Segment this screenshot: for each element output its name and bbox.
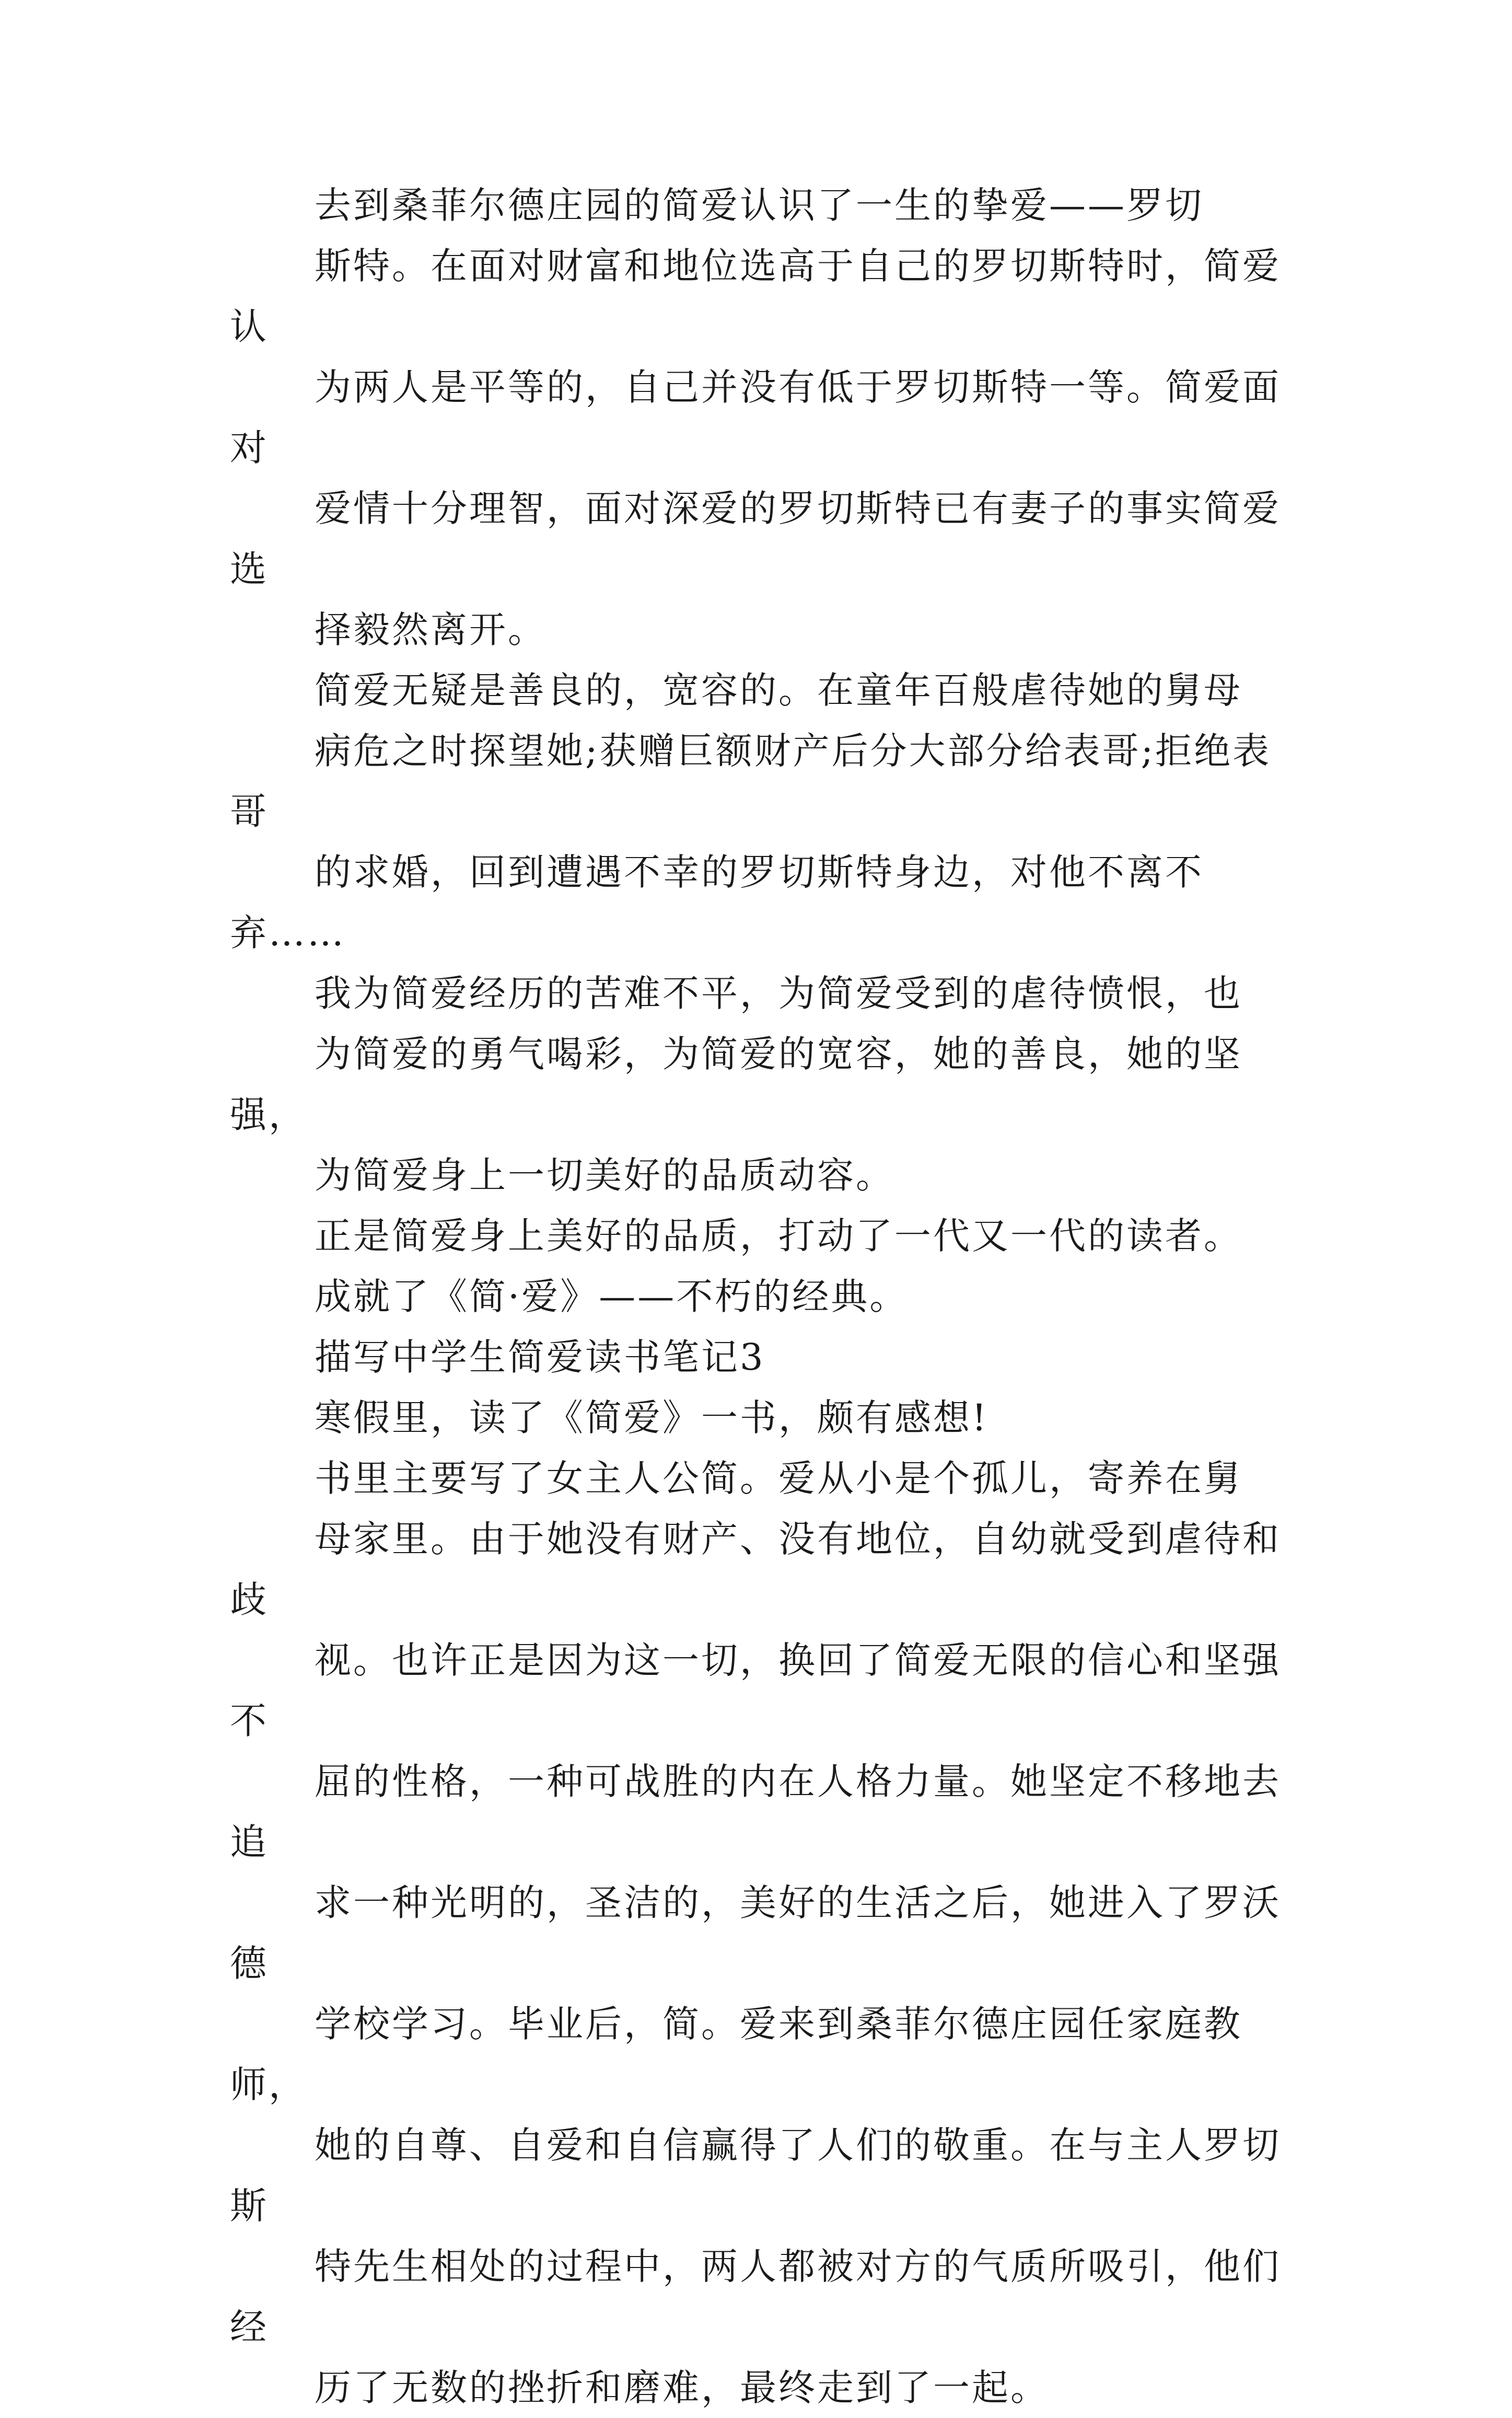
text-line: 寒假里，读了《简爱》一书，颇有感想! [315,1396,989,1439]
text-line: 视。也许正是因为这一切，换回了简爱无限的信心和坚强不 [230,1639,1281,1742]
paragraph [230,175,1285,660]
text-line: 学校学习。毕业后，简。爱来到桑菲尔德庄园任家庭教师， [230,2003,1242,2106]
heading-text: 描写中学生简爱读书笔记3 [315,1336,765,1379]
text-line: 屈的性格，一种可战胜的内在人格力量。她坚定不移地去追 [230,1760,1281,1864]
text-line: 历了无数的挫折和磨难，最终走到了一起。 [315,2366,1049,2409]
text-line: 为简爱的勇气喝彩，为简爱的宽容，她的善良，她的坚强， [230,1033,1242,1136]
paragraph [230,1448,1285,2418]
text-line: 简爱无疑是善良的，宽容的。在童年百般虐待她的舅母 [315,669,1242,712]
text-line: 书里主要写了女主人公简。爱从小是个孤儿，寄养在舅 [315,1457,1242,1500]
document-body [230,175,1285,2418]
paragraph [230,1206,1285,1327]
text-line: 求一种光明的，圣洁的，美好的生活之后，她进入了罗沃德 [230,1881,1281,1985]
text-line: 择毅然离开。 [315,608,546,651]
text-line: 特先生相处的过程中，两人都被对方的气质所吸引，他们经 [230,2245,1281,2348]
paragraph [230,660,1285,963]
text-line: 去到桑菲尔德庄园的简爱认识了一生的挚爱——罗切 [315,184,1204,227]
text-line: 为简爱身上一切美好的品质动容。 [315,1154,894,1197]
section-heading [230,1327,1285,1387]
paragraph [230,963,1285,1206]
text-line: 我为简爱经历的苦难不平，为简爱受到的虐待愤恨，也 [315,972,1242,1015]
text-line: 为两人是平等的，自己并没有低于罗切斯特一等。简爱面对 [230,366,1281,469]
text-line: 病危之时探望她;获赠巨额财产后分大部分给表哥;拒绝表哥 [230,730,1272,833]
text-line: 成就了《简·爱》——不朽的经典。 [315,1275,909,1318]
paragraph [230,1387,1285,1448]
text-line: 正是简爱身上美好的品质，打动了一代又一代的读者。 [315,1214,1242,1257]
text-line: 的求婚，回到遭遇不幸的罗切斯特身边，对他不离不弃…… [230,851,1204,954]
text-line: 母家里。由于她没有财产、没有地位，自幼就受到虐待和歧 [230,1518,1281,1621]
text-line: 她的自尊、自爱和自信赢得了人们的敬重。在与主人罗切斯 [230,2124,1281,2227]
text-line: 爱情十分理智，面对深爱的罗切斯特已有妻子的事实简爱选 [230,487,1281,591]
text-line: 斯特。在面对财富和地位选高于自己的罗切斯特时，简爱认 [230,245,1281,348]
